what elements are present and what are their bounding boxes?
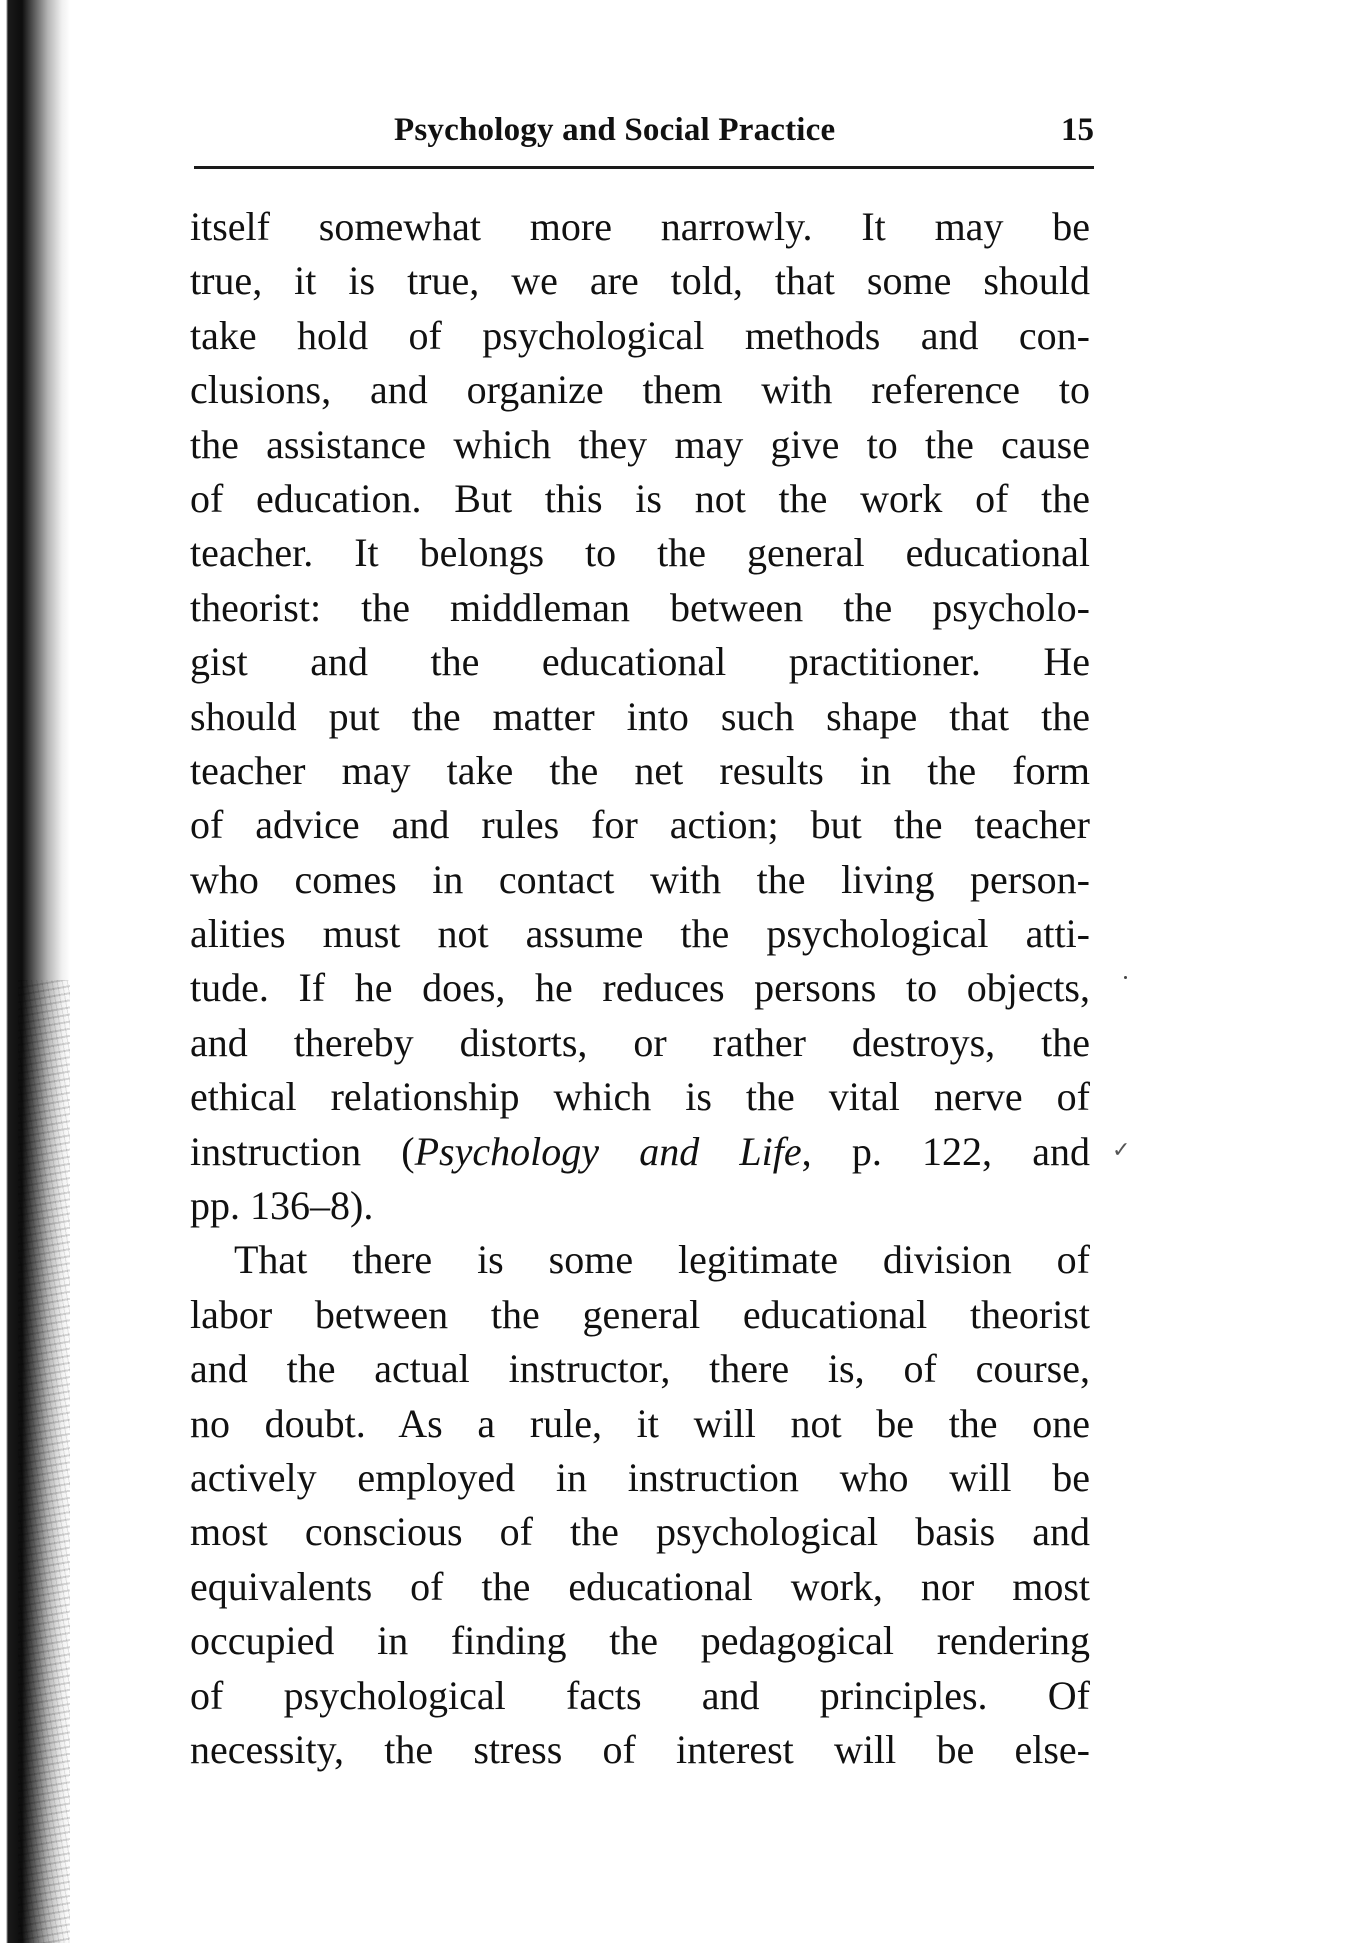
running-title: Psychology and Social Practice — [394, 112, 836, 148]
margin-dot — [1124, 976, 1127, 979]
text-line: labor between the general educational theorist — [190, 1291, 1090, 1337]
header-rule — [194, 166, 1094, 169]
text-line: itself somewhat more narrowly. It may be — [190, 204, 1090, 249]
text-line: true, it is true, we are told, that some should — [190, 258, 1090, 304]
running-head — [194, 104, 1094, 164]
text-line: no doubt. As a rule, it will not be the one — [190, 1400, 1090, 1446]
text-line: most conscious of the psychological basis and — [190, 1509, 1090, 1555]
text-line: take hold of psychological methods and con- — [190, 312, 1090, 358]
text-line: who comes in contact with the living person- — [190, 856, 1090, 902]
text-line: the assistance which they may give to the cause — [190, 421, 1090, 467]
text-line: actively employed in instruction who will be — [190, 1454, 1090, 1500]
text-line: of psychological facts and principles. Of — [190, 1672, 1090, 1718]
text-line: and thereby distorts, or rather destroys, the — [190, 1019, 1090, 1065]
paragraph-end-line: pp. 136–8). — [190, 1183, 374, 1229]
text-line: equivalents of the educational work, nor most — [190, 1563, 1090, 1609]
text-line: of education. But this is not the work of the — [190, 475, 1090, 521]
paragraph-start-line: That there is some legitimate division of — [234, 1237, 1090, 1283]
page-number: 15 — [1061, 112, 1094, 148]
text-line: teacher may take the net results in the form — [190, 747, 1090, 793]
margin-check-mark: ✓ — [1112, 1138, 1131, 1163]
text-line: clusions, and organize them with reference to — [190, 367, 1090, 413]
citation-line — [190, 1125, 1090, 1179]
text-line: teacher. It belongs to the general educational — [190, 530, 1090, 576]
cited-work-title: Psychology and Life — [414, 1128, 802, 1174]
text-line: alities must not assume the psychological atti- — [190, 911, 1090, 957]
text-line: theorist: the middleman between the psycholo- — [190, 584, 1090, 630]
citation-before: instruction ( — [190, 1128, 415, 1174]
text-line: and the actual instructor, there is, of course, — [190, 1346, 1090, 1392]
text-line: occupied in finding the pedagogical rendering — [190, 1618, 1090, 1664]
binding-texture — [18, 980, 70, 1943]
citation-after: , p. 122, and — [801, 1128, 1090, 1174]
text-line: gist and the educational practitioner. He — [190, 639, 1090, 685]
text-line: should put the matter into such shape that the — [190, 693, 1090, 739]
text-line: of advice and rules for action; but the teacher — [190, 802, 1090, 848]
text-line: tude. If he does, he reduces persons to objects, — [190, 965, 1090, 1011]
text-line: ethical relationship which is the vital nerve of — [190, 1074, 1090, 1120]
page-body — [190, 200, 1090, 1777]
text-line: necessity, the stress of interest will be else- — [190, 1726, 1090, 1772]
